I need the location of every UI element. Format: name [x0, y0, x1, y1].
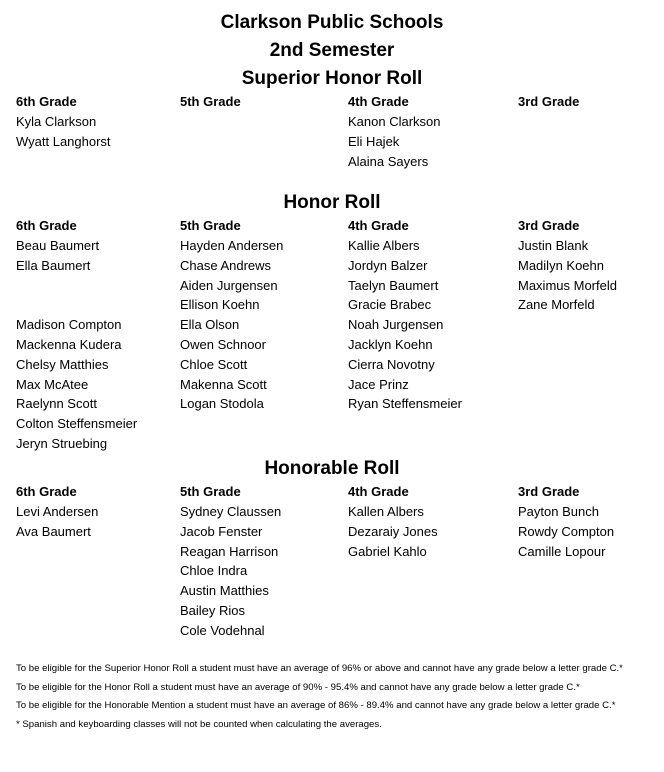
- grade-header: 4th Grade: [348, 484, 409, 499]
- eligibility-notes: [16, 660, 661, 735]
- student-name: Dezaraiy Jones: [348, 523, 438, 539]
- student-name: Ella Baumert: [16, 257, 91, 273]
- student-name: Raelynn Scott: [16, 396, 97, 412]
- student-name: Payton Bunch: [518, 504, 599, 519]
- student-name: Sydney Claussen: [180, 504, 282, 519]
- section-title-superior-honor-roll: Superior Honor Roll: [241, 68, 423, 89]
- semester-title: 2nd Semester: [269, 40, 395, 61]
- student-name: Rowdy Compton: [518, 523, 615, 539]
- student-name: Reagan Harrison: [180, 543, 279, 559]
- grade-header: 4th Grade: [348, 218, 409, 233]
- section-title-honor-roll: Honor Roll: [283, 192, 381, 213]
- student-name: Chloe Indra: [180, 563, 248, 579]
- grade-column: [16, 216, 181, 454]
- student-name: Ryan Steffensmeier: [348, 396, 462, 412]
- student-name: Bailey Rios: [180, 602, 246, 618]
- grade-column: [518, 482, 664, 561]
- note-excluded-classes: * Spanish and keyboarding classes will not be counted when calculating the averages.: [16, 719, 382, 731]
- student-name: Austin Matthies: [180, 583, 269, 599]
- student-name: Max McAtee: [16, 376, 89, 392]
- student-name: Levi Andersen: [16, 504, 99, 519]
- student-name: Gracie Brabec: [348, 297, 432, 313]
- student-name: Cole Vodehnal: [180, 622, 265, 638]
- student-name: Chloe Scott: [180, 356, 248, 372]
- grade-header: 3rd Grade: [518, 94, 580, 109]
- student-name: Cierra Novotny: [348, 356, 435, 372]
- grade-column: [180, 216, 345, 414]
- student-name: [16, 295, 181, 315]
- student-name: Kanon Clarkson: [348, 114, 441, 129]
- student-name: Kallen Albers: [348, 504, 424, 519]
- grade-column: [180, 482, 345, 641]
- student-name: Camille Lopour: [518, 543, 606, 559]
- grade-header: 4th Grade: [348, 94, 409, 109]
- grade-header: 3rd Grade: [518, 218, 580, 233]
- grade-header: 3rd Grade: [518, 484, 580, 499]
- note-honor-roll: To be eligible for the Honor Roll a student must have an average of 90% - 95.4% and cannot have any grade below a letter grade C.*: [16, 681, 580, 693]
- student-name: Justin Blank: [518, 238, 589, 253]
- student-name: Alaina Sayers: [348, 153, 429, 169]
- student-name: Kallie Albers: [348, 238, 420, 253]
- student-name: [16, 276, 181, 296]
- student-name: Taelyn Baumert: [348, 277, 439, 293]
- student-name: Logan Stodola: [180, 396, 264, 412]
- grade-header: 5th Grade: [180, 218, 241, 233]
- student-name: Eli Hajek: [348, 133, 400, 149]
- school-title: Clarkson Public Schools: [220, 12, 444, 33]
- student-name: Beau Baumert: [16, 238, 100, 253]
- grade-column: [16, 482, 181, 542]
- student-name: Maximus Morfeld: [518, 277, 617, 293]
- note-superior-honor-roll: To be eligible for the Superior Honor Roll a student must have an average of 96% or above and cannot have any grade below a letter grade C.*: [16, 663, 623, 674]
- student-name: Gabriel Kahlo: [348, 543, 427, 559]
- grade-column: [16, 92, 181, 152]
- student-name: Chase Andrews: [180, 257, 272, 273]
- student-name: Jeryn Struebing: [16, 435, 108, 451]
- student-name: Makenna Scott: [180, 376, 267, 392]
- student-name: Owen Schnoor: [180, 336, 266, 352]
- student-name: Aiden Jurgensen: [180, 277, 278, 293]
- grade-column: [518, 92, 664, 112]
- grade-header: 6th Grade: [16, 94, 77, 109]
- section-title-honorable-roll: Honorable Roll: [264, 458, 400, 479]
- student-name: Noah Jurgensen: [348, 317, 444, 333]
- student-name: Jacob Fenster: [180, 523, 263, 539]
- student-name: Chelsy Matthies: [16, 356, 109, 372]
- grade-column: [348, 216, 513, 414]
- student-name: Madison Compton: [16, 317, 122, 333]
- student-name: Madilyn Koehn: [518, 257, 604, 273]
- student-name: Ava Baumert: [16, 523, 91, 539]
- grade-header: 6th Grade: [16, 218, 77, 233]
- student-name: Wyatt Langhorst: [16, 133, 111, 149]
- grade-column: [348, 92, 513, 171]
- student-name: Jordyn Balzer: [348, 257, 428, 273]
- grade-column: [180, 92, 345, 112]
- student-name: Mackenna Kudera: [16, 336, 122, 352]
- note-honorable-mention: To be eligible for the Honorable Mention a student must have an average of 86% - 89.4% and cannot have any grade below a letter grade C.*: [16, 700, 616, 712]
- student-name: Zane Morfeld: [518, 297, 595, 313]
- grade-column: [348, 482, 513, 561]
- student-name: Kyla Clarkson: [16, 114, 97, 129]
- student-name: Ellison Koehn: [180, 297, 260, 313]
- student-name: Hayden Andersen: [180, 238, 284, 253]
- student-name: Jace Prinz: [348, 376, 409, 392]
- student-name: Jacklyn Koehn: [348, 336, 433, 352]
- grade-header: 5th Grade: [180, 484, 241, 499]
- student-name: Ella Olson: [180, 317, 240, 333]
- grade-header: 6th Grade: [16, 484, 77, 499]
- grade-column: [518, 216, 664, 315]
- student-name: Colton Steffensmeier: [16, 416, 138, 432]
- grade-header: 5th Grade: [180, 94, 241, 109]
